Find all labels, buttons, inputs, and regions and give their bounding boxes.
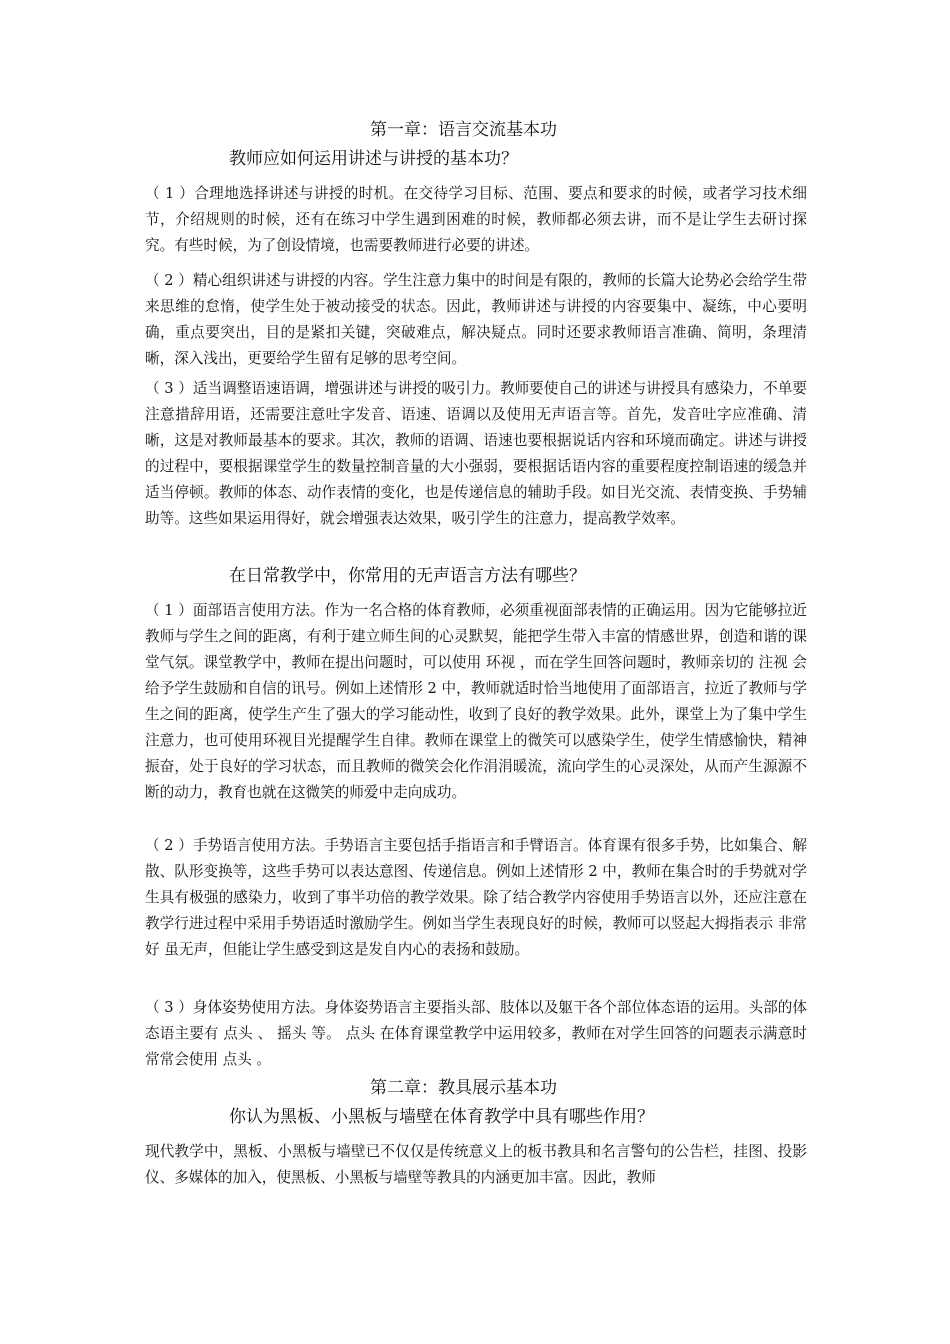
- chapter-1-q1-paragraph-2: （ 2 ）精心组织讲述与讲授的内容。学生注意力集中的时间是有限的，教师的长篇大论势必会给学生带来思维的怠惰，使学生处于被动接受的状态。因此，教师讲述与讲授的内容要集中、凝练，中心要明确，重点要突出，目的是紧扣关键，突破难点，解决疑点。同时还要求教师语言准确、简明，条理清晰，深入浅出，更要给学生留有足够的思考空间。: [145, 272, 807, 367]
- chapter-1-q2-paragraph-1: （ 1 ）面部语言使用方法。作为一名合格的体育教师，必须重视面部表情的正确运用。因为它能够拉近教师与学生之间的距离，有利于建立师生间的心灵默契，能把学生带入丰富的情感世界，创造和谐的课堂气氛。课堂教学中，教师在提出问题时，可以使用 环视 ，而在学生回答问题时，教师亲切的 注视 会给予学生鼓励和自信的讯号。例如上述情形 2 中，教师就适时恰当地使用了面部语言，拉近了教师与学生之间的距离，使学生产生了强大的学习能动性，收到了良好的教学效果。此外，课堂上为了集中学生注意力，也可使用环视目光提醒学生自律。教师在课堂上的微笑可以感染学生，使学生情感愉快，精神振奋，处于良好的学习状态，而且教师的微笑会化作涓涓暖流，流向学生的心灵深处，从而产生源源不断的动力，教育也就在这微笑的师爱中走向成功。: [145, 602, 807, 801]
- chapter-1-q2-paragraph-3: （ 3 ）身体姿势使用方法。身体姿势语言主要指头部、肢体以及躯干各个部位体态语的运用。头部的体态语主要有 点头 、 摇头 等。 点头 在体育课堂教学中运用较多，教师在对学生回答的问题表示满意时常常会使用 点头 。: [145, 999, 807, 1068]
- chapter-1-question-1: 教师应如何运用讲述与讲授的基本功？: [229, 149, 518, 169]
- chapter-1-title: 第一章：语言交流基本功: [370, 120, 557, 140]
- chapter-1-q1-paragraph-3: （ 3 ）适当调整语速语调，增强讲述与讲授的吸引力。教师要使自己的讲述与讲授具有感染力，不单要注意措辞用语，还需要注意吐字发音、语速、语调以及使用无声语言等。首先，发音吐字应准确、清晰，这是对教师最基本的要求。其次，教师的语调、语速也要根据说话内容和环境而确定。讲述与讲授的过程中，要根据课堂学生的数量控制音量的大小强弱，要根据话语内容的重要程度控制语速的缓急并适当停顿。教师的体态、动作表情的变化，也是传递信息的辅助手段。如目光交流、表情变换、手势辅助等。这些如果运用得好，就会增强表达效果，吸引学生的注意力，提高教学效率。: [145, 380, 807, 527]
- chapter-1-q1-paragraph-1: （ 1 ）合理地选择讲述与讲授的时机。在交待学习目标、范围、要点和要求的时候，或者学习技术细节，介绍规则的时候，还有在练习中学生遇到困难的时候，教师都必须去讲，而不是让学生去研讨探究。有些时候，为了创设情境，也需要教师进行必要的讲述。: [145, 185, 807, 254]
- chapter-2-question-1: 你认为黑板、小黑板与墙壁在体育教学中具有哪些作用？: [229, 1107, 654, 1127]
- chapter-2-title: 第二章：教具展示基本功: [370, 1078, 557, 1098]
- chapter-1-question-2: 在日常教学中，你常用的无声语言方法有哪些？: [229, 566, 586, 586]
- chapter-2-q1-paragraph-1: 现代教学中，黑板、小黑板与墙壁已不仅仅是传统意义上的板书教具和名言警句的公告栏，挂图、投影仪、多媒体的加入，使黑板、小黑板与墙壁等教具的内涵更加丰富。因此，教师: [145, 1143, 807, 1186]
- chapter-1-q2-paragraph-2: （ 2 ）手势语言使用方法。手势语言主要包括手指语言和手臂语言。体育课有很多手势，比如集合、解散、队形变换等，这些手势可以表达意图、传递信息。例如上述情形 2 中，教师在集合时的手势就对学生具有极强的感染力，收到了事半功倍的教学效果。除了结合教学内容使用手势语言以外，还应注意在教学行进过程中采用手势语适时激励学生。例如当学生表现良好的时候，教师可以竖起大拇指表示 非常好 虽无声，但能让学生感受到这是发自内心的表扬和鼓励。: [145, 837, 807, 958]
